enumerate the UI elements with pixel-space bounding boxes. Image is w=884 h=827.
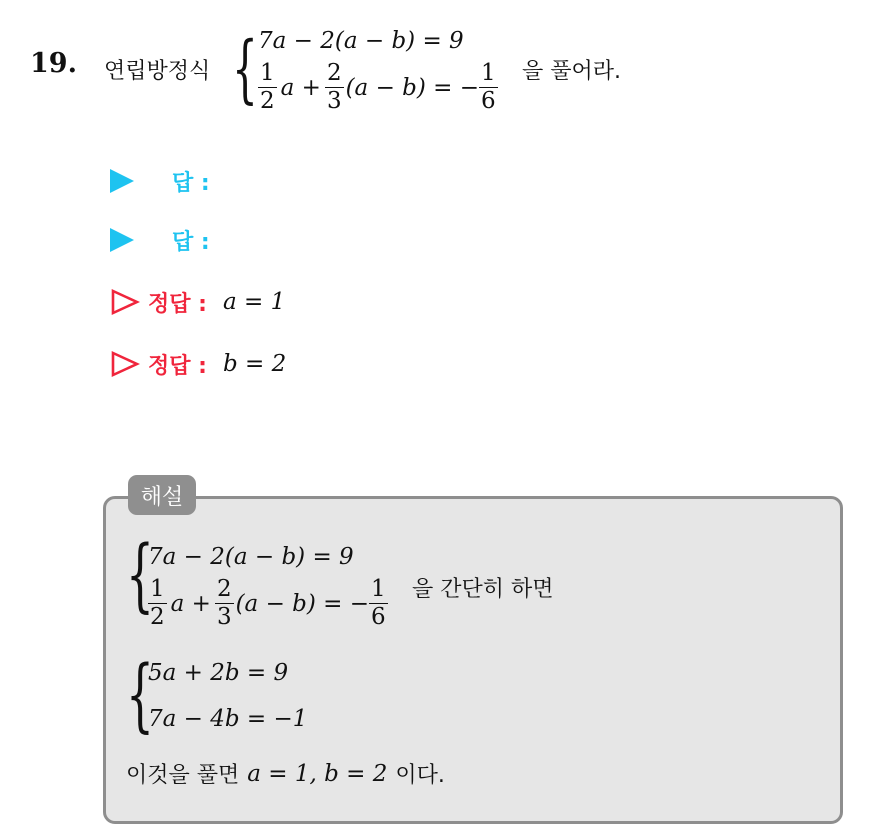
question-eq2-frac1 [258,62,277,113]
frac-denominator: 3 [216,604,232,630]
solution-sys1-eq1-text: 7a − 2(a − b) = 9 [148,544,354,570]
frac-numerator: 1 [150,576,165,602]
question-eq1 [258,28,464,54]
solution-tag: 해설 [128,475,196,515]
solution-system2-brace: { [126,648,154,741]
frac-numerator: 1 [371,576,386,602]
play-icon [110,228,134,252]
question-suffix: 을 풀어라. [522,59,621,84]
solution-sys2-eq2 [148,706,307,732]
solution-sys2-eq1 [148,660,288,686]
solution-sys2-eq2-text: 7a − 4b = −1 [148,706,308,732]
frac-denominator: 2 [150,604,165,630]
conclusion-pre: 이것을 풀면 [126,763,240,788]
correct-value: a = 1 [222,289,286,315]
frac-numerator: 1 [260,60,275,86]
solution-eq2-part2: (a − b) = − [235,590,370,617]
solution-sys1-suffix: 을 간단히 하면 [412,577,554,602]
conclusion-post: 이다. [395,763,445,788]
solution-system1-brace: { [126,528,154,621]
answer-label: 답 : [172,229,210,255]
frac-numerator: 2 [326,60,342,86]
correct-value: b = 2 [222,351,287,377]
question-eq2-part2: (a − b) = − [345,74,480,101]
play-icon [110,169,134,193]
frac-denominator: 2 [260,88,275,114]
frac-denominator: 6 [371,604,386,630]
question-eq2-frac3 [479,62,498,113]
question-eq2 [258,62,498,113]
correct-label: 정답 : [148,291,207,317]
question-number: 19. [30,48,77,79]
solution-sys1-eq2 [148,578,388,629]
question-eq1-text: 7a − 2(a − b) = 9 [258,28,464,54]
play-outline-icon [110,350,140,378]
frac-numerator: 2 [216,576,232,602]
question-prompt: 연립방정식 [104,59,211,84]
solution-sys2-eq1-text: 5a + 2b = 9 [148,660,289,686]
solution-conclusion [126,758,445,789]
solution-frac3 [369,578,388,629]
answer-blank-1 [110,161,210,201]
frac-numerator: 1 [481,60,496,86]
solution-frac2 [215,578,234,629]
play-outline-icon [110,288,140,316]
question-system-brace: { [232,26,258,112]
question-eq2-frac2 [325,62,344,113]
solution-eq2-part1: a + [170,590,211,617]
solution-frac1 [148,578,167,629]
conclusion-math: a = 1, b = 2 [247,760,388,787]
frac-denominator: 3 [326,88,342,114]
frac-denominator: 6 [481,88,496,114]
correct-answer-1 [110,282,285,322]
answer-label: 답 : [172,170,210,196]
correct-answer-2 [110,344,286,384]
answer-blank-2 [110,220,210,260]
correct-label: 정답 : [148,353,207,379]
solution-sys1-eq1 [148,544,354,570]
question-eq2-part1: a + [280,74,321,101]
